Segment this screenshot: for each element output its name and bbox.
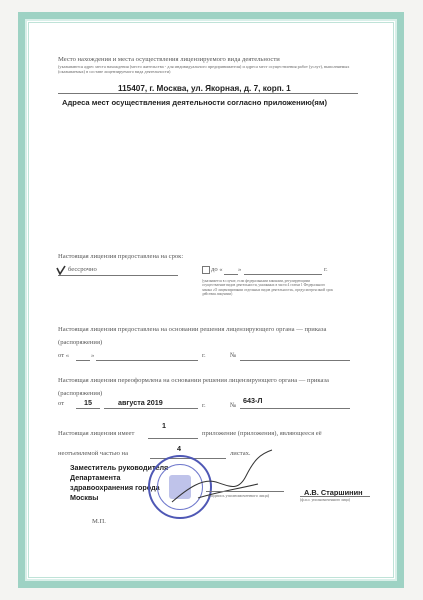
basis-number-line bbox=[240, 360, 350, 361]
appendix-text-line2: неотъемлемой частью на bbox=[58, 450, 129, 457]
seal-place-label: М.П. bbox=[92, 518, 106, 525]
appendix-count-line bbox=[148, 438, 198, 439]
places-title: Адреса мест осуществления деятельности согласно приложению(ям) bbox=[62, 98, 327, 107]
reissue-month-year: августа 2019 bbox=[118, 398, 163, 407]
basis-day-line bbox=[76, 360, 90, 361]
handwritten-signature bbox=[168, 448, 278, 508]
address-text: 115407, г. Москва, ул. Якорная, д. 7, корп. 1 bbox=[118, 84, 291, 93]
name-line bbox=[300, 496, 370, 497]
appendix-text-before: Настоящая лицензия имеет bbox=[58, 430, 135, 437]
reissue-day-line bbox=[76, 408, 100, 409]
reissue-month-line bbox=[104, 408, 198, 409]
reissue-text: Настоящая лицензия переоформлена на основании решения лицензирующего органа — приказа (распоряжения) bbox=[58, 377, 329, 397]
term-label: Настоящая лицензия предоставлена на срок: bbox=[58, 253, 184, 260]
term-indefinite-line bbox=[58, 275, 178, 276]
reissue-number-line bbox=[240, 408, 350, 409]
appendix-text-after: приложение (приложения), являющееся её bbox=[202, 430, 322, 437]
term-until-label: до « bbox=[211, 266, 223, 273]
term-until-day-line bbox=[224, 274, 238, 275]
signatory-name: А.В. Старшинин bbox=[304, 488, 363, 497]
basis-month-line bbox=[96, 360, 198, 361]
basis-text: Настоящая лицензия предоставлена на основании решения лицензирующего органа — приказа (распоряжения) bbox=[58, 326, 327, 346]
sign-note: (подпись уполномоченного лица) bbox=[208, 493, 270, 498]
appendix-sheets: 4 bbox=[177, 444, 181, 453]
intro-line: Место нахождения и места осуществления лицензируемого вида деятельности bbox=[58, 56, 280, 63]
appendix-sheets-label: листах. bbox=[230, 450, 251, 457]
term-until-month-line bbox=[244, 274, 322, 275]
basis-no-label: № bbox=[230, 352, 237, 359]
term-note: (указывается в случае, если федеральными законами, регулирующими осуществление видов деятельности, указанных в части 4 статьи 1 Федерального закона «О лицензировании отдельных видов деятельности», предусмотрен иной срок действия лицензии) bbox=[202, 279, 333, 297]
basis-from-label: от « bbox=[58, 352, 70, 359]
reissue-number: 643-Л bbox=[243, 396, 263, 405]
term-indefinite-label: бессрочно bbox=[68, 266, 97, 273]
appendix-count: 1 bbox=[162, 421, 166, 430]
basis-year-suffix: г. bbox=[202, 352, 206, 359]
signatory-title-line3: здравоохранения города bbox=[70, 483, 160, 492]
term-until-year-suffix: г. bbox=[324, 266, 328, 273]
signatory-title-line2: Департамента bbox=[70, 473, 121, 482]
reissue-from-label: от bbox=[58, 400, 65, 407]
reissue-day: 15 bbox=[84, 398, 92, 407]
term-until-checkbox[interactable] bbox=[202, 266, 210, 274]
basis-from-close: » bbox=[91, 352, 95, 359]
signatory-title-line1: Заместитель руководителя bbox=[70, 463, 169, 472]
reissue-no-label: № bbox=[230, 402, 237, 409]
reissue-year-suffix: г. bbox=[202, 402, 206, 409]
address-underline bbox=[58, 93, 358, 94]
name-note: (ф.и.о. уполномоченного лица) bbox=[300, 498, 350, 502]
check-mark-icon bbox=[56, 265, 66, 275]
signature-line bbox=[206, 491, 284, 492]
intro-note: (указываются адрес места нахождения (место жительства - для индивидуального предпринимателя) и адреса мест осуществления работ (услуг), выполняемых (оказываемых) в составе лицензируемого вида деятельности) bbox=[58, 64, 350, 75]
signatory-title-line4: Москвы bbox=[70, 493, 99, 502]
term-until-close: » bbox=[238, 266, 242, 273]
